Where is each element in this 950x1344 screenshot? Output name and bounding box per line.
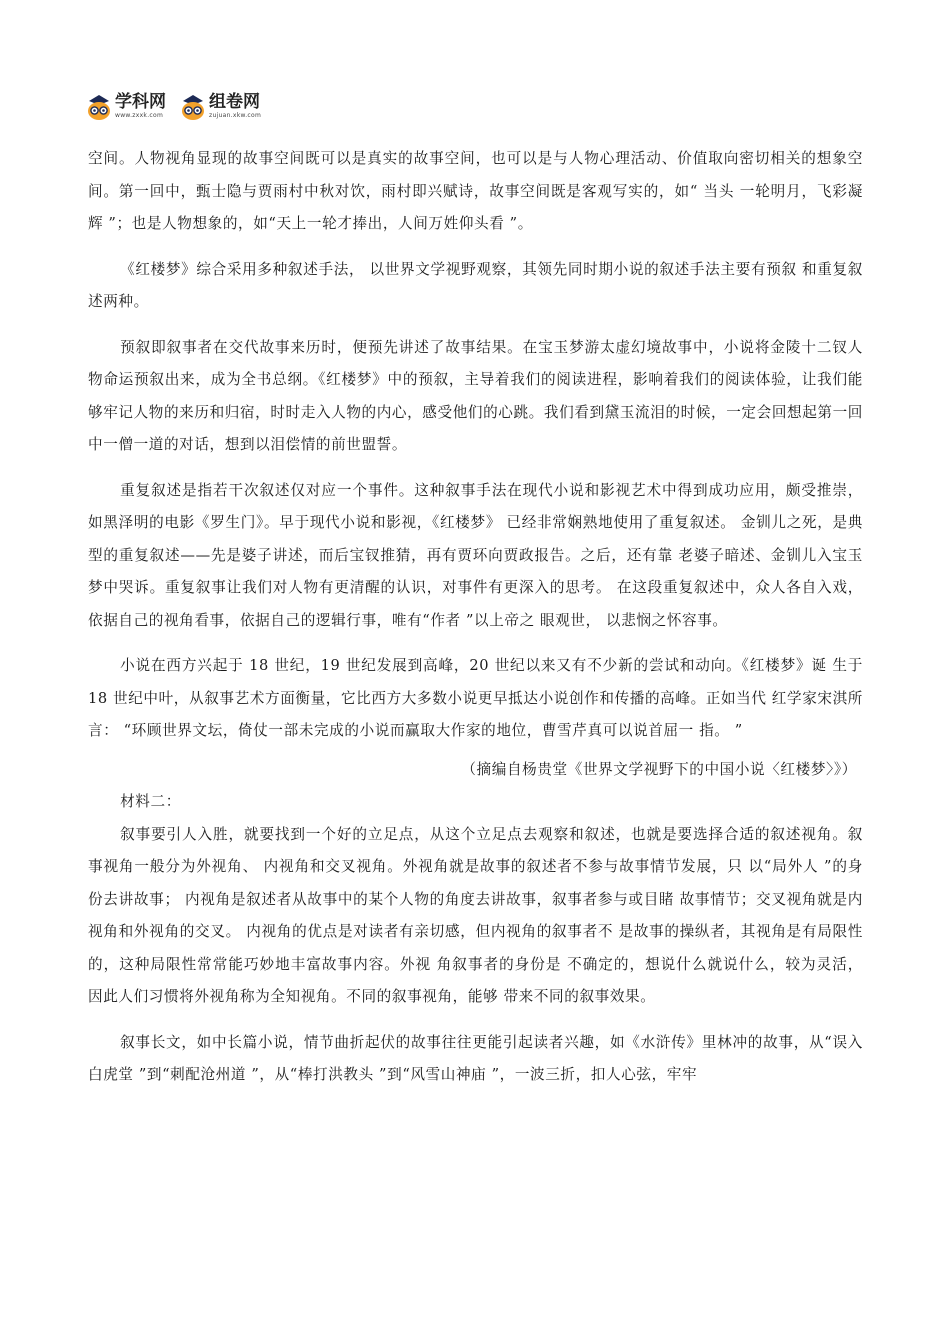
paragraph-2: 《红楼梦》综合采用多种叙述手法， 以世界文学视野观察，其领先同时期小说的叙述手法主要有预叙 和重复叙述两种。 bbox=[88, 260, 863, 310]
paragraph-1: 空间。人物视角显现的故事空间既可以是真实的故事空间，也可以是与人物心理活动、价值取向密切相关的想象空间。第一回中，甄士隐与贾雨村中秋对饮，雨村即兴赋诗，故事空间既是客观写实的，如“ 当头 一轮明月，飞彩凝辉 ”；也是人物想象的，如“天上一轮才捧出，人间万姓仰头看 ”。 bbox=[88, 150, 863, 232]
zxxk-logo-url: www.zxxk.com bbox=[115, 112, 164, 119]
paragraph-4: 重复叙述是指若干次叙述仅对应一个事件。这种叙事手法在现代小说和影视艺术中得到成功应用，颇受推崇，如黑泽明的电影《罗生门》。早于现代小说和影视，《红楼梦》 已经非常娴熟地使用了重复叙述。 金钏儿之死，是典型的重复叙述——先是婆子讲述，而后宝钗推猜，再有贾环向贾政报告。之后，还有靠 老婆子暗述、金钏儿入宝玉梦中哭诉。重复叙事让我们对人物有更清醒的认识，对事件有更深入的思考。 在这段重复叙述中，众人各自入戏，依据自己的视角看事，依据自己的逻辑行事，唯有“作者 ”以上帝之 眼观世， 以悲悯之怀容事。 bbox=[88, 481, 863, 629]
page-header bbox=[86, 92, 386, 132]
source-citation: （摘编自杨贵堂《世界文学视野下的中国小说〈红楼梦〉》） bbox=[461, 760, 857, 778]
owl-icon bbox=[180, 92, 206, 122]
zxxk-logo bbox=[86, 92, 166, 122]
material-two-label: 材料二： bbox=[120, 793, 181, 810]
paragraph-6: 叙事要引人入胜，就要找到一个好的立足点，从这个立足点去观察和叙述，也就是要选择合适的叙述视角。叙事视角一般分为外视角、 内视角和交叉视角。外视角就是故事的叙述者不参与故事情节发展，只 以“局外人 ”的身份去讲故事； 内视角是叙述者从故事中的某个人物的角度去讲故事，叙事者参与或目睹 故事情节；交叉视角就是内视角和外视角的交叉。 内视角的优点是对读者有亲切感，但内视角的叙事者不 是故事的操纵者，其视角是有局限性的，这种局限性常常能巧妙地丰富故事内容。外视 角叙事者的身份是 不确定的，想说什么就说什么，较为灵活， 因此人们习惯将外视角称为全知视角。不同的叙事视角，能够 带来不同的叙事效果。 bbox=[88, 825, 863, 1005]
zxxk-logo-name: 学科网 bbox=[115, 92, 166, 112]
document-body bbox=[88, 143, 863, 1092]
zujuan-logo bbox=[180, 92, 261, 122]
zujuan-logo-name: 组卷网 bbox=[209, 92, 260, 112]
paragraph-7: 叙事长文，如中长篇小说，情节曲折起伏的故事往往更能引起读者兴趣，如《水浒传》里林冲的故事，从“误入白虎堂 ”到“刺配沧州道 ”，从“棒打洪教头 ”到“风雪山神庙 ”，一波三折，扣人心弦，牢牢 bbox=[88, 1033, 863, 1083]
owl-icon bbox=[86, 92, 112, 122]
zujuan-logo-url: zujuan.xkw.com bbox=[209, 112, 262, 119]
paragraph-5: 小说在西方兴起于 18 世纪，19 世纪发展到高峰，20 世纪以来又有不少新的尝试和动向。《红楼梦》诞 生于 18 世纪中叶，从叙事艺术方面衡量，它比西方大多数小说更早抵达小说创作和传播的高峰。正如当代 红学家宋淇所言： “环顾世界文坛，倚仗一部未完成的小说而赢取大作家的地位，曹雪芹真可以说首屈一 指。 ” bbox=[88, 657, 863, 739]
paragraph-3: 预叙即叙事者在交代故事来历时，便预先讲述了故事结果。在宝玉梦游太虚幻境故事中，小说将金陵十二钗人物命运预叙出来，成为全书总纲。《红楼梦》中的预叙，主导着我们的阅读进程，影响着我们的阅读体验，让我们能够牢记人物的来历和归宿，时时走入人物的内心，感受他们的心跳。我们看到黛玉流泪的时候，一定会回想起第一回中一僧一道的对话，想到以泪偿情的前世盟誓。 bbox=[88, 338, 863, 453]
